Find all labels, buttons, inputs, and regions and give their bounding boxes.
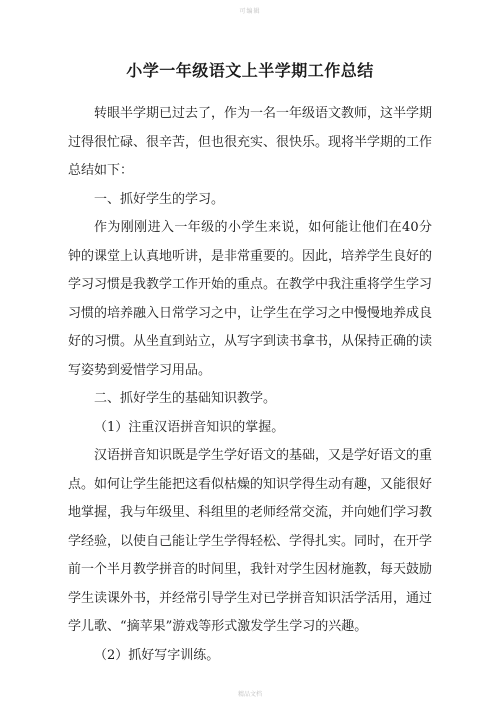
- footer-watermark: 精品文档: [237, 691, 262, 698]
- section-heading-1: 一、抓好学生的学习。: [94, 191, 225, 207]
- document-page: [68, 60, 432, 670]
- document-title: 小学一年级语文上半学期工作总结: [126, 61, 374, 80]
- section-heading-2: 二、抓好学生的基础知识教学。: [94, 391, 277, 406]
- subheading-pinyin: （1）注重汉语拼音知识的掌握。: [94, 419, 285, 435]
- header-watermark: 可编辑: [239, 8, 261, 15]
- intro-paragraph: 转眼半学期已过去了，作为一名一年级语文教师，这半学期过得很忙碌、很辛苦，但也很充实、很快乐。现将半学期的工作总结如下：: [68, 106, 433, 178]
- subheading-writing: （2）抓好写字训练。: [94, 647, 220, 663]
- section-1-paragraph: 作为刚刚进入一年级的小学生来说，如何能让他们在40分钟的课堂上认真地听讲，是非常重要的。因此，培养学生良好的学习习惯是我教学工作开始的重点。在教学中我注重将学生学习习惯的培养融入日常学习之中，让学生在学习之中慢慢地养成良好的习惯。从坐直到站立，从写字到读书拿书，从保持正确的读写姿势到爱惜学习用品。: [68, 220, 433, 378]
- pinyin-paragraph: 汉语拼音知识既是学生学好语文的基础，又是学好语文的重点。如何让学生能把这看似枯燥的知识学得生动有趣，又能很好地掌握，我与年级里、科组里的老师经常交流，并向她们学习教学经验，以使自己能让学生学得轻松、学得扎实。同时，在开学前一个半月教学拼音的时间里，我针对学生因材施教，每天鼓励学生读课外书，并经常引导学生对已学拼音知识活学活用，通过学儿歌、“摘苹果”游戏等形式激发学生学习的兴趣。: [68, 448, 433, 634]
